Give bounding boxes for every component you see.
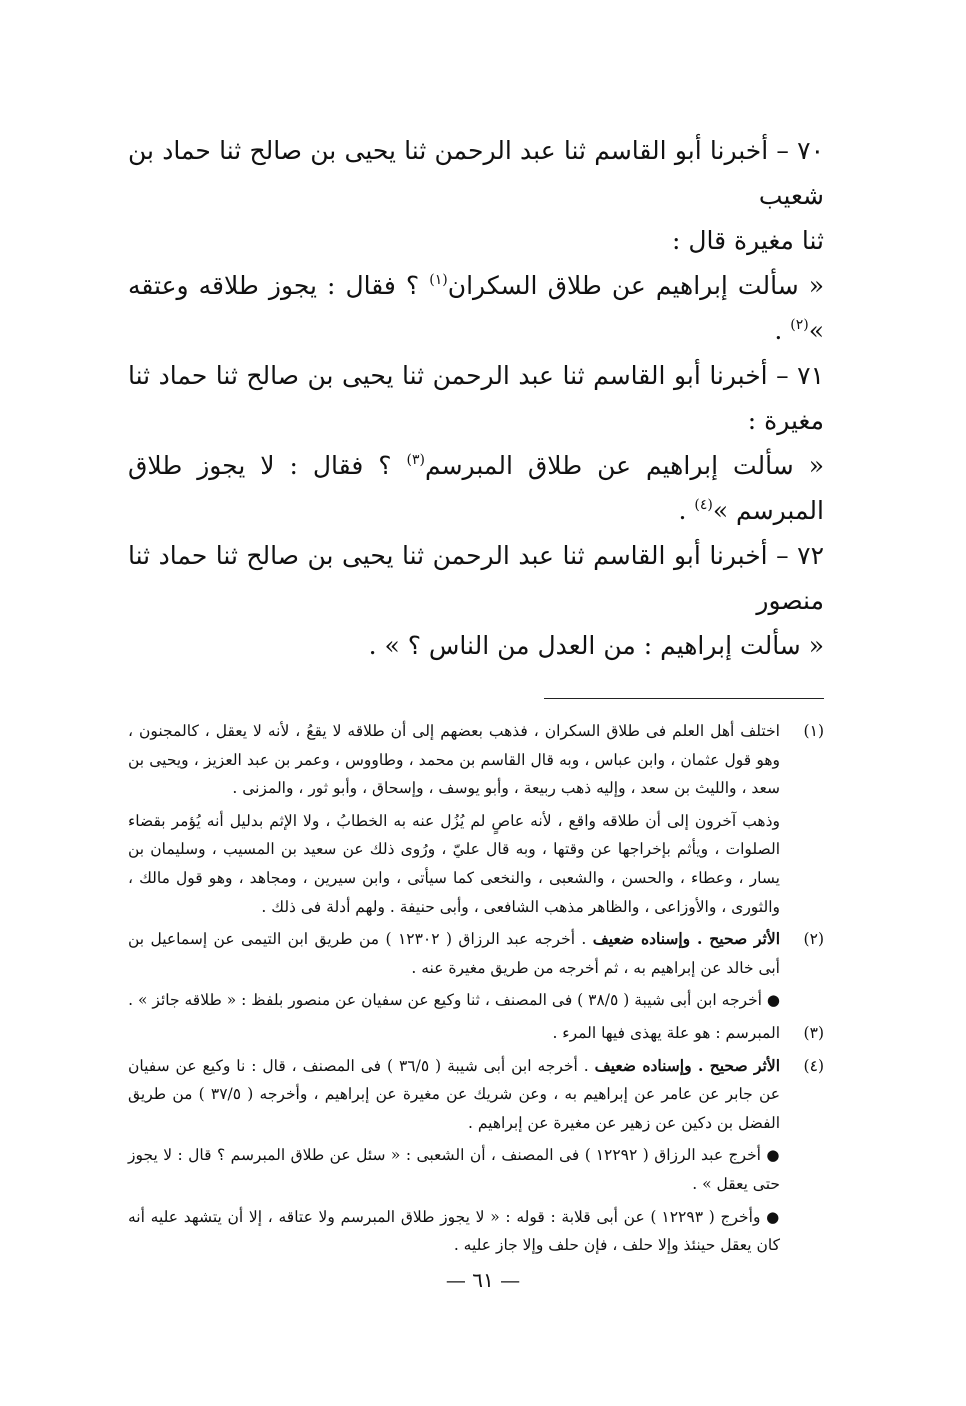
footnote-ref-2[interactable]: (٢) [790,317,809,333]
narration-70-end: . [774,316,791,345]
grading-label: الأثر صحيح . وإسناده ضعيف [594,1055,781,1075]
narration-71-quote: « سألت إبراهيم عن طلاق المبرسم [424,451,824,480]
narration-70-quote: « سألت إبراهيم عن طلاق السكران [447,271,824,300]
footnote-separator [544,698,824,699]
footnote-4-para-2 [128,1141,780,1198]
footnote-number: (٤) [803,1056,824,1075]
bullet-icon: ● [766,991,780,1010]
footnote-1-para-1: اختلف أهل العلم فى طلاق السكران ، فذهب بعضهم إلى أن طلاقه لا يقعُ ، لأنه لا يعقل ، كالمجنون ، وهو قول عثمان ، وابن عباس ، وبه قال القاسم بن محمد ، وطاووس ، وعمر بن عبد العزيز ، ويحيى بن سعد ، والليث بن سعد ، وإليه ذهب ربيعة ، وأبو يوسف ، وإسحاق ، وأبو ثور ، والمزنى . [128,722,780,798]
footnote-4-text-2: أخرج عبد الرزاق ( ١٢٢٩٢ ) فى المصنف ، أن الشعبى : « سئل عن طلاق المبرسم ؟ قال : لا يجوز حتى يعقل » . [128,1146,780,1193]
footnote-2 [128,925,824,1015]
footnote-4-text-3: وأخرج ( ١٢٢٩٣ ) عن أبى قلابة : قوله : « لا يجوز طلاق المبرسم ولا عتاقه ، إلا أن يتشهد عليه أنه كان يعقل حينئذ وإلا حلف ، فإن حلف وإلا جاز عليه . [128,1207,780,1255]
narration-72-chain: ٧٢ – أخبرنا أبو القاسم ثنا عبد الرحمن ثنا يحيى بن صالح ثنا حماد ثنا منصور [128,541,824,615]
footnote-body [128,1052,780,1260]
narration-70 [128,128,824,353]
footnote-4-para-1 [128,1052,780,1138]
footnote-body [128,717,780,921]
footnote-2-para-1 [128,925,780,982]
footnote-body [128,925,780,1015]
footnote-2-text-2: أخرجه ابن أبى شيبة ( ٣٨/٥ ) فى المصنف ، ثنا وكيع عن سفيان عن منصور بلفظ : « طلاقه جائز » . [128,991,767,1010]
narration-72-quote: « سألت إبراهيم : من العدل من الناس ؟ » . [368,631,824,660]
narration-70-chain: ٧٠ – أخبرنا أبو القاسم ثنا عبد الرحمن ثنا يحيى بن صالح ثنا حماد بن شعيب [128,136,824,210]
footnote-body [128,1019,780,1048]
footnote-number: (٣) [803,1023,824,1042]
footnote-4 [128,1052,824,1260]
bullet-icon: ● [766,1207,781,1226]
footnote-number: (١) [803,722,824,740]
footnote-number: (٢) [803,930,824,949]
bullet-icon: ● [766,1146,781,1165]
footnote-1-para-2: وذهب آخرون إلى أن طلاقه واقع ، لأنه عاصٍ لم يُزُل عنه به الخطابُ ، ولا الإثم بدليل أنه يُؤمر بقضاء الصلوات ، ويأثم بإخراجها عن وقتها ، وبه قال عليّ ، ورُوى ذلك عن سعيد بن المسيب ، وسليمان بن يسار ، وعطاء ، والحسن ، والشعبى ، والنخعى كما سيأتى ، وابن سيرين ، ومجاهد ، وهو قول مالك ، والثورى ، والأوزاعى ، والظاهر مذهب الشافعى ، وأبى حنيفة . ولهم أدلة فى ذلك . [128,811,780,916]
footnote-3 [128,1019,824,1048]
main-text [128,128,824,668]
footnote-ref-1[interactable]: (١) [429,272,448,288]
narration-70-quote-rest: ؟ فقال : يجوز طلاقه وعتقه » [128,271,824,345]
narration-70-chain-end: ثنا مغيرة قال : [671,226,824,255]
footnotes [128,717,824,1260]
footnote-ref-3[interactable]: (٣) [406,452,425,468]
narration-71-chain: ٧١ – أخبرنا أبو القاسم ثنا عبد الرحمن ثنا يحيى بن صالح ثنا حماد ثنا مغيرة : [128,361,824,435]
footnote-4-text: . أخرجه ابن أبى شيبة ( ٣٦/٥ ) فى المصنف ، قال : نا وكيع عن سفيان عن جابر عن عامر عن إبراهيم به ، وعن شريك عن مغيرة عن إبراهيم ، وأخرجه ( ٣٧/٥ ) من طريق الفضل بن دكين عن زهير عن مغيرة عن إبراهيم . [128,1056,781,1132]
narration-71-end: . [678,496,695,525]
grading-label: الأثر صحيح . وإسناده ضعيف [592,929,780,949]
footnote-2-text: . أخرجه عبد الرزاق ( ١٢٣٠٢ ) من طريق ابن التيمى عن إسماعيل بن أبى خالد عن إبراهيم به ، ثم أخرجه من طريق مغيرة عنه . [128,930,780,977]
footnote-ref-4[interactable]: (٤) [694,497,713,513]
footnote-4-para-3 [128,1203,780,1260]
narration-71 [128,353,824,533]
footnote-2-para-2 [128,986,780,1015]
footnote-1 [128,717,824,921]
footnote-3-text: المبرسم : هو علة يهذى فيها المرء . [552,1023,780,1042]
narration-72 [128,533,824,668]
narration-71-quote-rest: ؟ فقال : لا يجوز طلاق المبرسم » [128,451,824,525]
page-number: — ٦١ — [445,1268,521,1292]
